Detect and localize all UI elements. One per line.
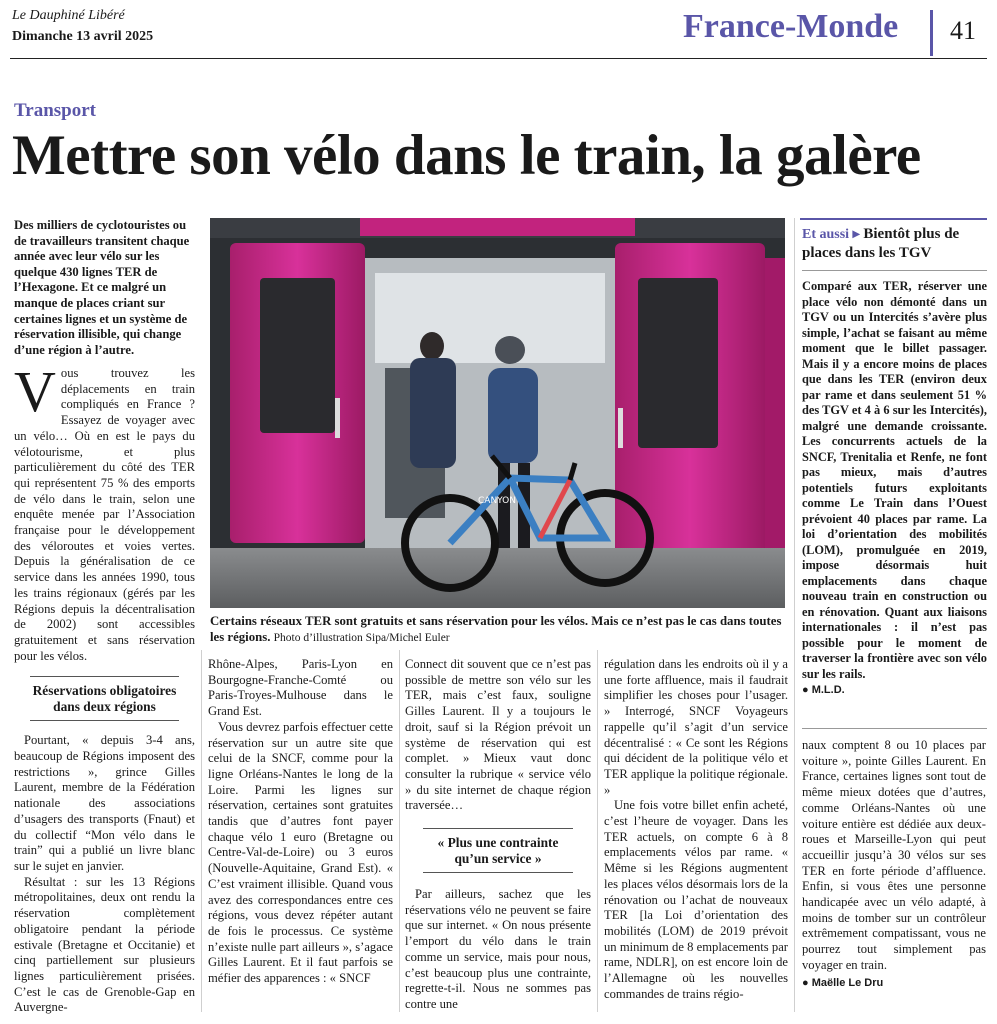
paragraph: Vous devrez parfois effectuer cette réservation sur un autre site que celui de la SNCF, comme pour la ligne Orléans-Nantes le long de la Loire. Parmi les lignes sur réservation, certaines sont gratuites tandis que d’autres font payer chaque vélo 1 euro (Bretagne ou Centre-Val-de-Loire) ou 3 euros (Nouvelle-Aquitaine, Grand Est). « C’est vraiment illisible. Quand vous avez des correspondances entre ces régions, vous devez répéter autant de fois le processus. Ce système n’existe nulle part ailleurs », s’agace Gilles Laurent. Et il faut parfois se méfier des apparences : « SNCF <box>208 719 393 986</box>
paragraph: Une fois votre billet enfin acheté, c’est l’heure de voyager. Dans les TER actuels, on compte 6 à 8 emplacements vélos par rame. « Même si les Régions augmentent les places vélos désormais lors de la rénovation ou l’achat de nouveaux TER [la Loi d’orientation des mobilités (LOM) de 2019 prévoit un minimum de 8 emplacements par rame, NDLR], on est encore loin de l’Allemagne où les nouvelles commandes de trains régio- <box>604 798 788 1001</box>
header-rule <box>10 58 987 59</box>
article-column-4 <box>604 657 788 1002</box>
article-photo <box>210 218 785 608</box>
issue-date: Dimanche 13 avril 2025 <box>12 29 154 44</box>
article-column-2 <box>208 657 393 987</box>
drop-cap: V <box>14 359 56 424</box>
sidebar-label: Et aussi ▸ <box>802 227 860 242</box>
paragraph: régulation dans les endroits où il y a une forte affluence, mais il faudrait simplifier les choses pour l’usager. » Interrogé, SNCF Voyageurs rappelle qu’il s’agit d’un service décentralisé : « Ce sont les Régions qui décident de la politique vélo et TER applique la politique régionale. » <box>604 657 788 797</box>
intro-text: ous trouvez les déplacements en train compliqués en France ? Essayez de voyager avec un vélo… Où en est le pays du vélotourisme, et plus particulièrement du côté des TER qui représentent 75 % des emports de vélo dans le train, selon une enquête menée par l’Association française pour le développement des véloroutes et voies vertes. Depuis la généralisation de ce service dans les années 1990, tous les trains régionaux (gérés par les Régions depuis la décentralisation de 2002) sont accessibles gratuitement et sans réservation pour les vélos. <box>14 366 195 663</box>
article-column-1 <box>14 359 195 1016</box>
column-divider <box>794 218 795 1012</box>
paragraph: Connect dit souvent que ce n’est pas possible de mettre son vélo sur les TER, mais c’est faux, souligne Gilles Laurent. Il y a toujours le droit, sauf si la Région prévoit un système de réservation qui est complet. » Mieux vaut donc consulter la rubrique « service vélo » du site internet de chaque région traversée… <box>405 657 591 813</box>
paragraph: Résultat : sur les 13 Régions métropolitaines, deux ont rendu la réservation complètement obligatoire pendant la période estivale (Bretagne et Occitanie) et cinq partiellement sur plusieurs lignes particulièrement prisées. C’est le cas de Grenoble-Gap en Auvergne- <box>14 874 195 1015</box>
column-divider <box>597 650 598 1012</box>
header-divider <box>930 10 933 56</box>
subhead-reservations: Réservations obligatoires dans deux régions <box>30 676 179 721</box>
column-divider <box>399 650 400 1012</box>
photo-caption <box>210 613 790 646</box>
article-lead: Des milliers de cyclotouristes ou de travailleurs transitent chaque année avec leur vélo sur les quelque 430 lignes TER de l’Hexagone. Et ce malgré un manque de places criant sur certaines lignes et un système de réservation illisible, qui change d’une région à l’autre. <box>14 218 190 357</box>
article-rubric: Transport <box>14 100 96 121</box>
article-byline: ● Maëlle Le Dru <box>802 976 884 989</box>
sidebar-rule <box>802 270 987 271</box>
article-column-5 <box>802 738 986 991</box>
caption-text: Certains réseaux TER sont gratuits et sans réservation pour les vélos. Mais ce n’est pas le cas dans toutes les régions. <box>210 614 782 644</box>
sidebar-box <box>802 225 987 696</box>
paragraph: Rhône-Alpes, Paris-Lyon en Bourgogne-Franche-Comté ou Paris-Troyes-Mulhouse dans le Grand Est. <box>208 657 393 719</box>
sidebar-body: Comparé aux TER, réserver une place vélo non démonté dans un TGV ou un Intercités s’avère plus simple, l’achat se faisant au même moment que le billet passager. Mais il y a encore moins de places que dans les TER (environ deux par rame et dans seulement 51 % des TGV et 4 à 6 sur les Intercités), malgré une demande croissante. Les concurrents actuels de la SNCF, Trenitalia et Renfe, ne font pas mieux, mais d’autres potentiels futurs exploitants comme Le Train dans l’Ouest prévoient 40 places par rame. La loi d’orientation des mobilités (LOM), promulguée en 2019, impose désormais huit emplacements dans chaque nouveau train en construction ou en rénovation. Quant aux liaisons internationales : il n’est pas possible pour le moment de traverser la frontière avec son vélo sur les rails. <box>802 279 987 681</box>
sidebar-byline: ● M.L.D. <box>802 684 845 696</box>
newspaper-name: Le Dauphiné Libéré <box>12 8 125 23</box>
article-headline: Mettre son vélo dans le train, la galère <box>12 124 921 187</box>
page-number: 41 <box>950 16 976 45</box>
sidebar-bottom-rule <box>802 728 987 729</box>
intro-paragraph <box>14 359 195 664</box>
train-bike-illustration <box>210 218 785 608</box>
photo-credit: Photo d’illustration Sipa/Michel Euler <box>273 632 450 644</box>
sidebar-title: Bientôt plus de places dans les TGV <box>802 226 960 261</box>
subhead-contrainte: « Plus une contrainte qu’un service » <box>423 828 573 873</box>
paragraph: Pourtant, « depuis 3-4 ans, beaucoup de Régions imposent des restrictions », grince Gilles Laurent, membre de la Fédération nationale des associations d’usagers des transports (Fnaut) et du collectif “Mon vélo dans le train” qui a publié un livre blanc sur le sujet en janvier. <box>14 733 195 873</box>
paragraph: naux comptent 8 ou 10 places par voiture », pointe Gilles Laurent. En France, certaines lignes sont tout de même mieux dotées que d’autres, comme Orléans-Nantes où une voiture entière est dédiée aux deux-roues et Marseille-Lyon qui peut accueillir jusqu’à 30 vélos sur ses TER en forte période d’affluence. Enfin, si vous êtes une personne handicapée avec un vélo adapté, à moins de tomber sur un contrôleur extrêmement compatissant, vous ne pourrez tout simplement pas voyager en train. <box>802 738 986 972</box>
article-column-3 <box>405 657 591 1013</box>
paragraph: Par ailleurs, sachez que les réservations vélo ne peuvent se faire que sur internet. « On nous présente l’emport du vélo dans le train comme un service, mais pour nous, c’est beaucoup plus une contrainte, regrette-t-il. Nous ne sommes pas contre une <box>405 887 591 1011</box>
sidebar-heading <box>802 225 987 262</box>
sidebar-top-rule <box>800 218 987 220</box>
column-divider <box>201 650 202 1012</box>
bike-brand-label: CANYON <box>478 496 516 506</box>
section-title: France-Monde <box>683 8 899 45</box>
